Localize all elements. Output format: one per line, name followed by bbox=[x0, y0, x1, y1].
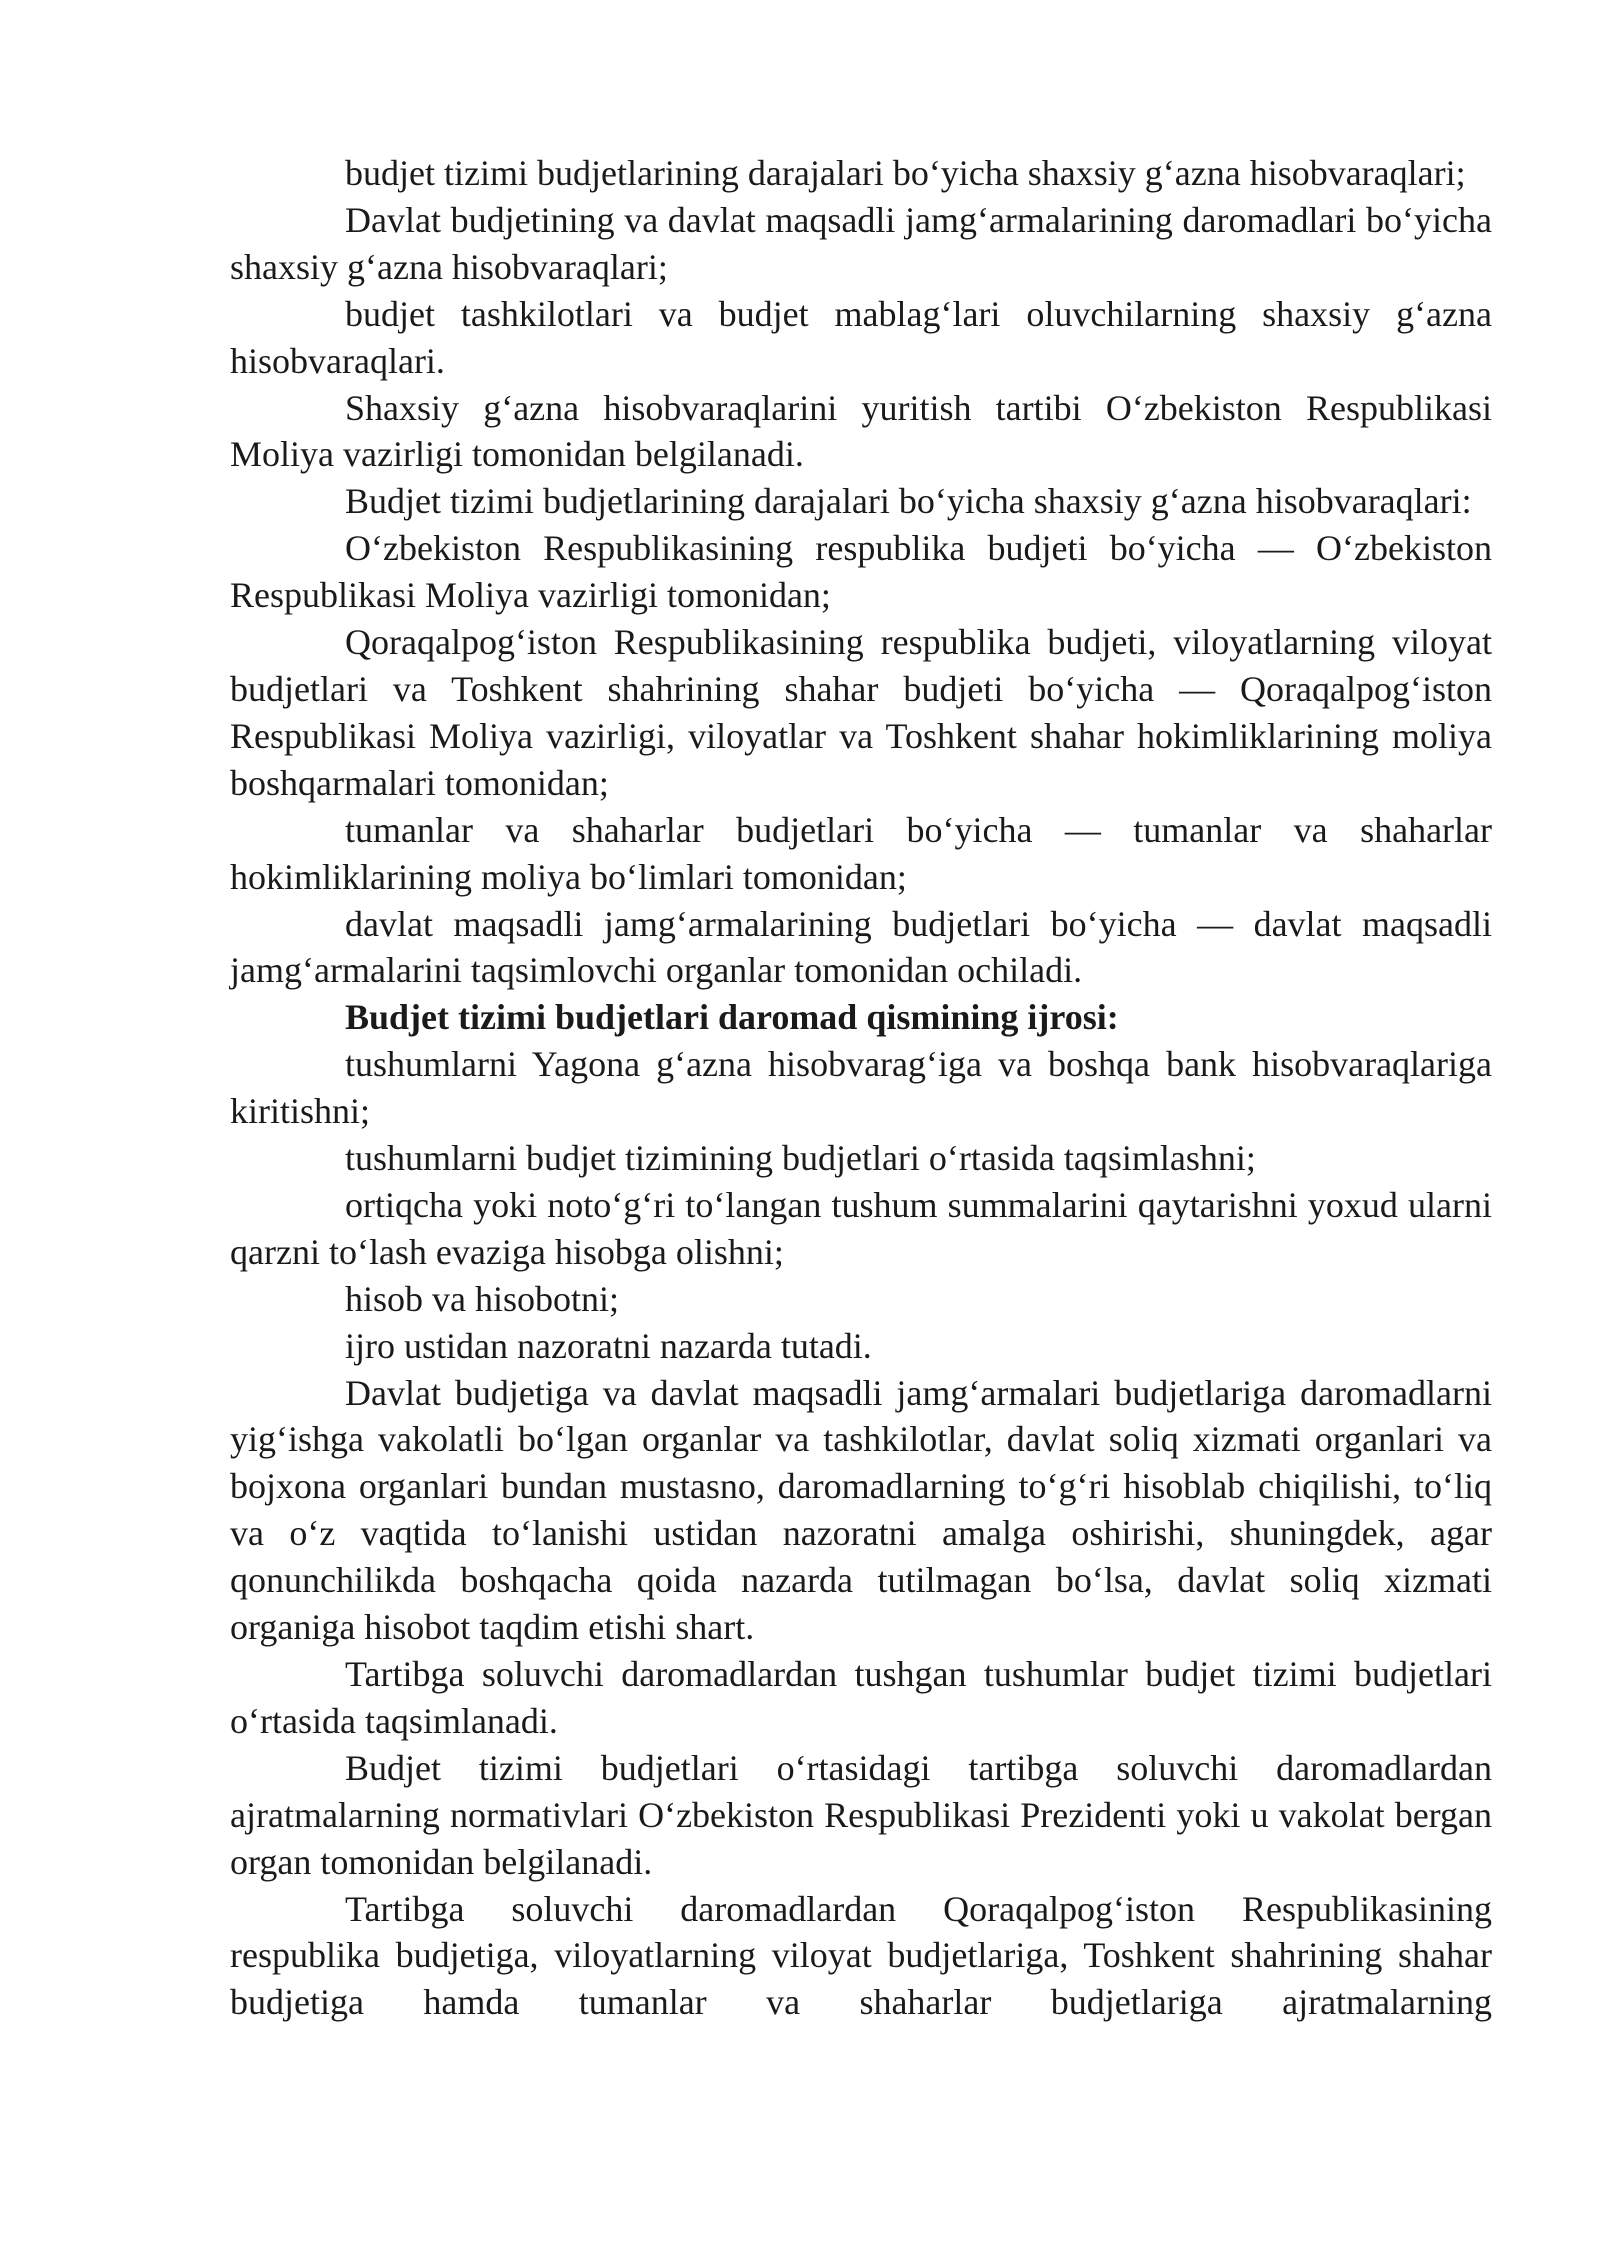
paragraph-authorized-bodies: Davlat budjetiga va davlat maqsadli jamg‘armalari budjetlariga daromadlarni yig‘ishga vakolatli bo‘lgan organlar va tashkilotlar, davlat soliq xizmati organlari va bojxona organlari bundan mustasno, daromadlarning to‘g‘ri hisoblab chiqilishi, to‘liq va o‘z vaqtida to‘lanishi ustidan nazoratni amalga oshirishi, shuningdek, agar qonunchilikda boshqacha qoida nazarda tutilmagan bo‘lsa, davlat soliq xizmati organiga hisobot taqdim etishi shart. bbox=[230, 1372, 1492, 1648]
paragraph-personal-accounts-by-level: budjet tizimi budjetlarining darajalari bo‘yicha shaxsiy g‘azna hisobvaraqlari; bbox=[345, 153, 1466, 193]
paragraph-accounts-opened-by: Budjet tizimi budjetlarining darajalari bo‘yicha shaxsiy g‘azna hisobvaraqlari: bbox=[345, 481, 1472, 522]
paragraph-revenue-accounts: Davlat budjetining va davlat maqsadli jamg‘armalarining daromadlari bo‘yicha shaxsiy g‘azna hisobvaraqlari; bbox=[230, 199, 1492, 287]
paragraph-crediting-receipts: tushumlarni Yagona g‘azna hisobvarag‘iga va boshqa bank hisobvaraqlariga kiritishni; bbox=[230, 1044, 1492, 1132]
paragraph-deductions-to-budgets: Tartibga soluvchi daromadlardan Qoraqalpog‘iston Respublikasining respublika budjetiga, viloyatlarning viloyat budjetlariga, Toshkent shahrining shahar budjetiga hamda tumanlar va shaharlar budjetlariga ajratmalarning bbox=[230, 1888, 1492, 2023]
paragraph-regulating-revenues: Tartibga soluvchi daromadlardan tushgan tushumlar budjet tizimi budjetlari o‘rtasida taqsimlanadi. bbox=[230, 1654, 1492, 1741]
paragraph-organization-accounts: budjet tashkilotlari va budjet mablag‘lari oluvchilarning shaxsiy g‘azna hisobvaraqlari. bbox=[230, 293, 1492, 381]
paragraph-regional-budgets: Qoraqalpog‘iston Respublikasining respublika budjeti, viloyatlarning viloyat budjetlari va Toshkent shahrining shahar budjeti bo‘yicha — Qoraqalpog‘iston Respublikasi Moliya vazirligi, viloyatlar va Toshkent shahar hokimliklarining moliya boshqarmalari tomonidan; bbox=[230, 622, 1492, 803]
paragraph-accounting-reporting: hisob va hisobotni; bbox=[345, 1278, 620, 1319]
paragraph-deduction-norms: Budjet tizimi budjetlari o‘rtasidagi tartibga soluvchi daromadlardan ajratmalarning normativlari O‘zbekiston Respublikasi Prezidenti yoki u vakolat bergan organ tomonidan belgilanadi. bbox=[230, 1747, 1492, 1882]
document-page bbox=[230, 150, 1492, 2026]
paragraph-refunds: ortiqcha yoki noto‘g‘ri to‘langan tushum summalarini qaytarishni yoxud ularni qarzni to‘lash evaziga hisobga olishni; bbox=[230, 1184, 1492, 1272]
paragraph-district-budgets: tumanlar va shaharlar budjetlari bo‘yicha — tumanlar va shaharlar hokimliklarining moliya bo‘limlari tomonidan; bbox=[230, 809, 1492, 897]
paragraph-distribution: tushumlarni budjet tizimining budjetlari o‘rtasida taqsimlashni; bbox=[345, 1138, 1256, 1179]
paragraph-control: ijro ustidan nazoratni nazarda tutadi. bbox=[345, 1325, 872, 1366]
paragraph-republic-budget: O‘zbekiston Respublikasining respublika budjeti bo‘yicha — O‘zbekiston Respublikasi Moliya vazirligi tomonidan; bbox=[230, 528, 1492, 616]
paragraph-target-funds: davlat maqsadli jamg‘armalarining budjetlari bo‘yicha — davlat maqsadli jamg‘armalarini taqsimlovchi organlar tomonidan ochiladi. bbox=[230, 903, 1492, 991]
section-heading-revenue-execution: Budjet tizimi budjetlari daromad qismining ijrosi: bbox=[345, 997, 1119, 1038]
paragraph-accounting-procedure: Shaxsiy g‘azna hisobvaraqlarini yuritish tartibi O‘zbekiston Respublikasi Moliya vazirligi tomonidan belgilanadi. bbox=[230, 387, 1492, 475]
